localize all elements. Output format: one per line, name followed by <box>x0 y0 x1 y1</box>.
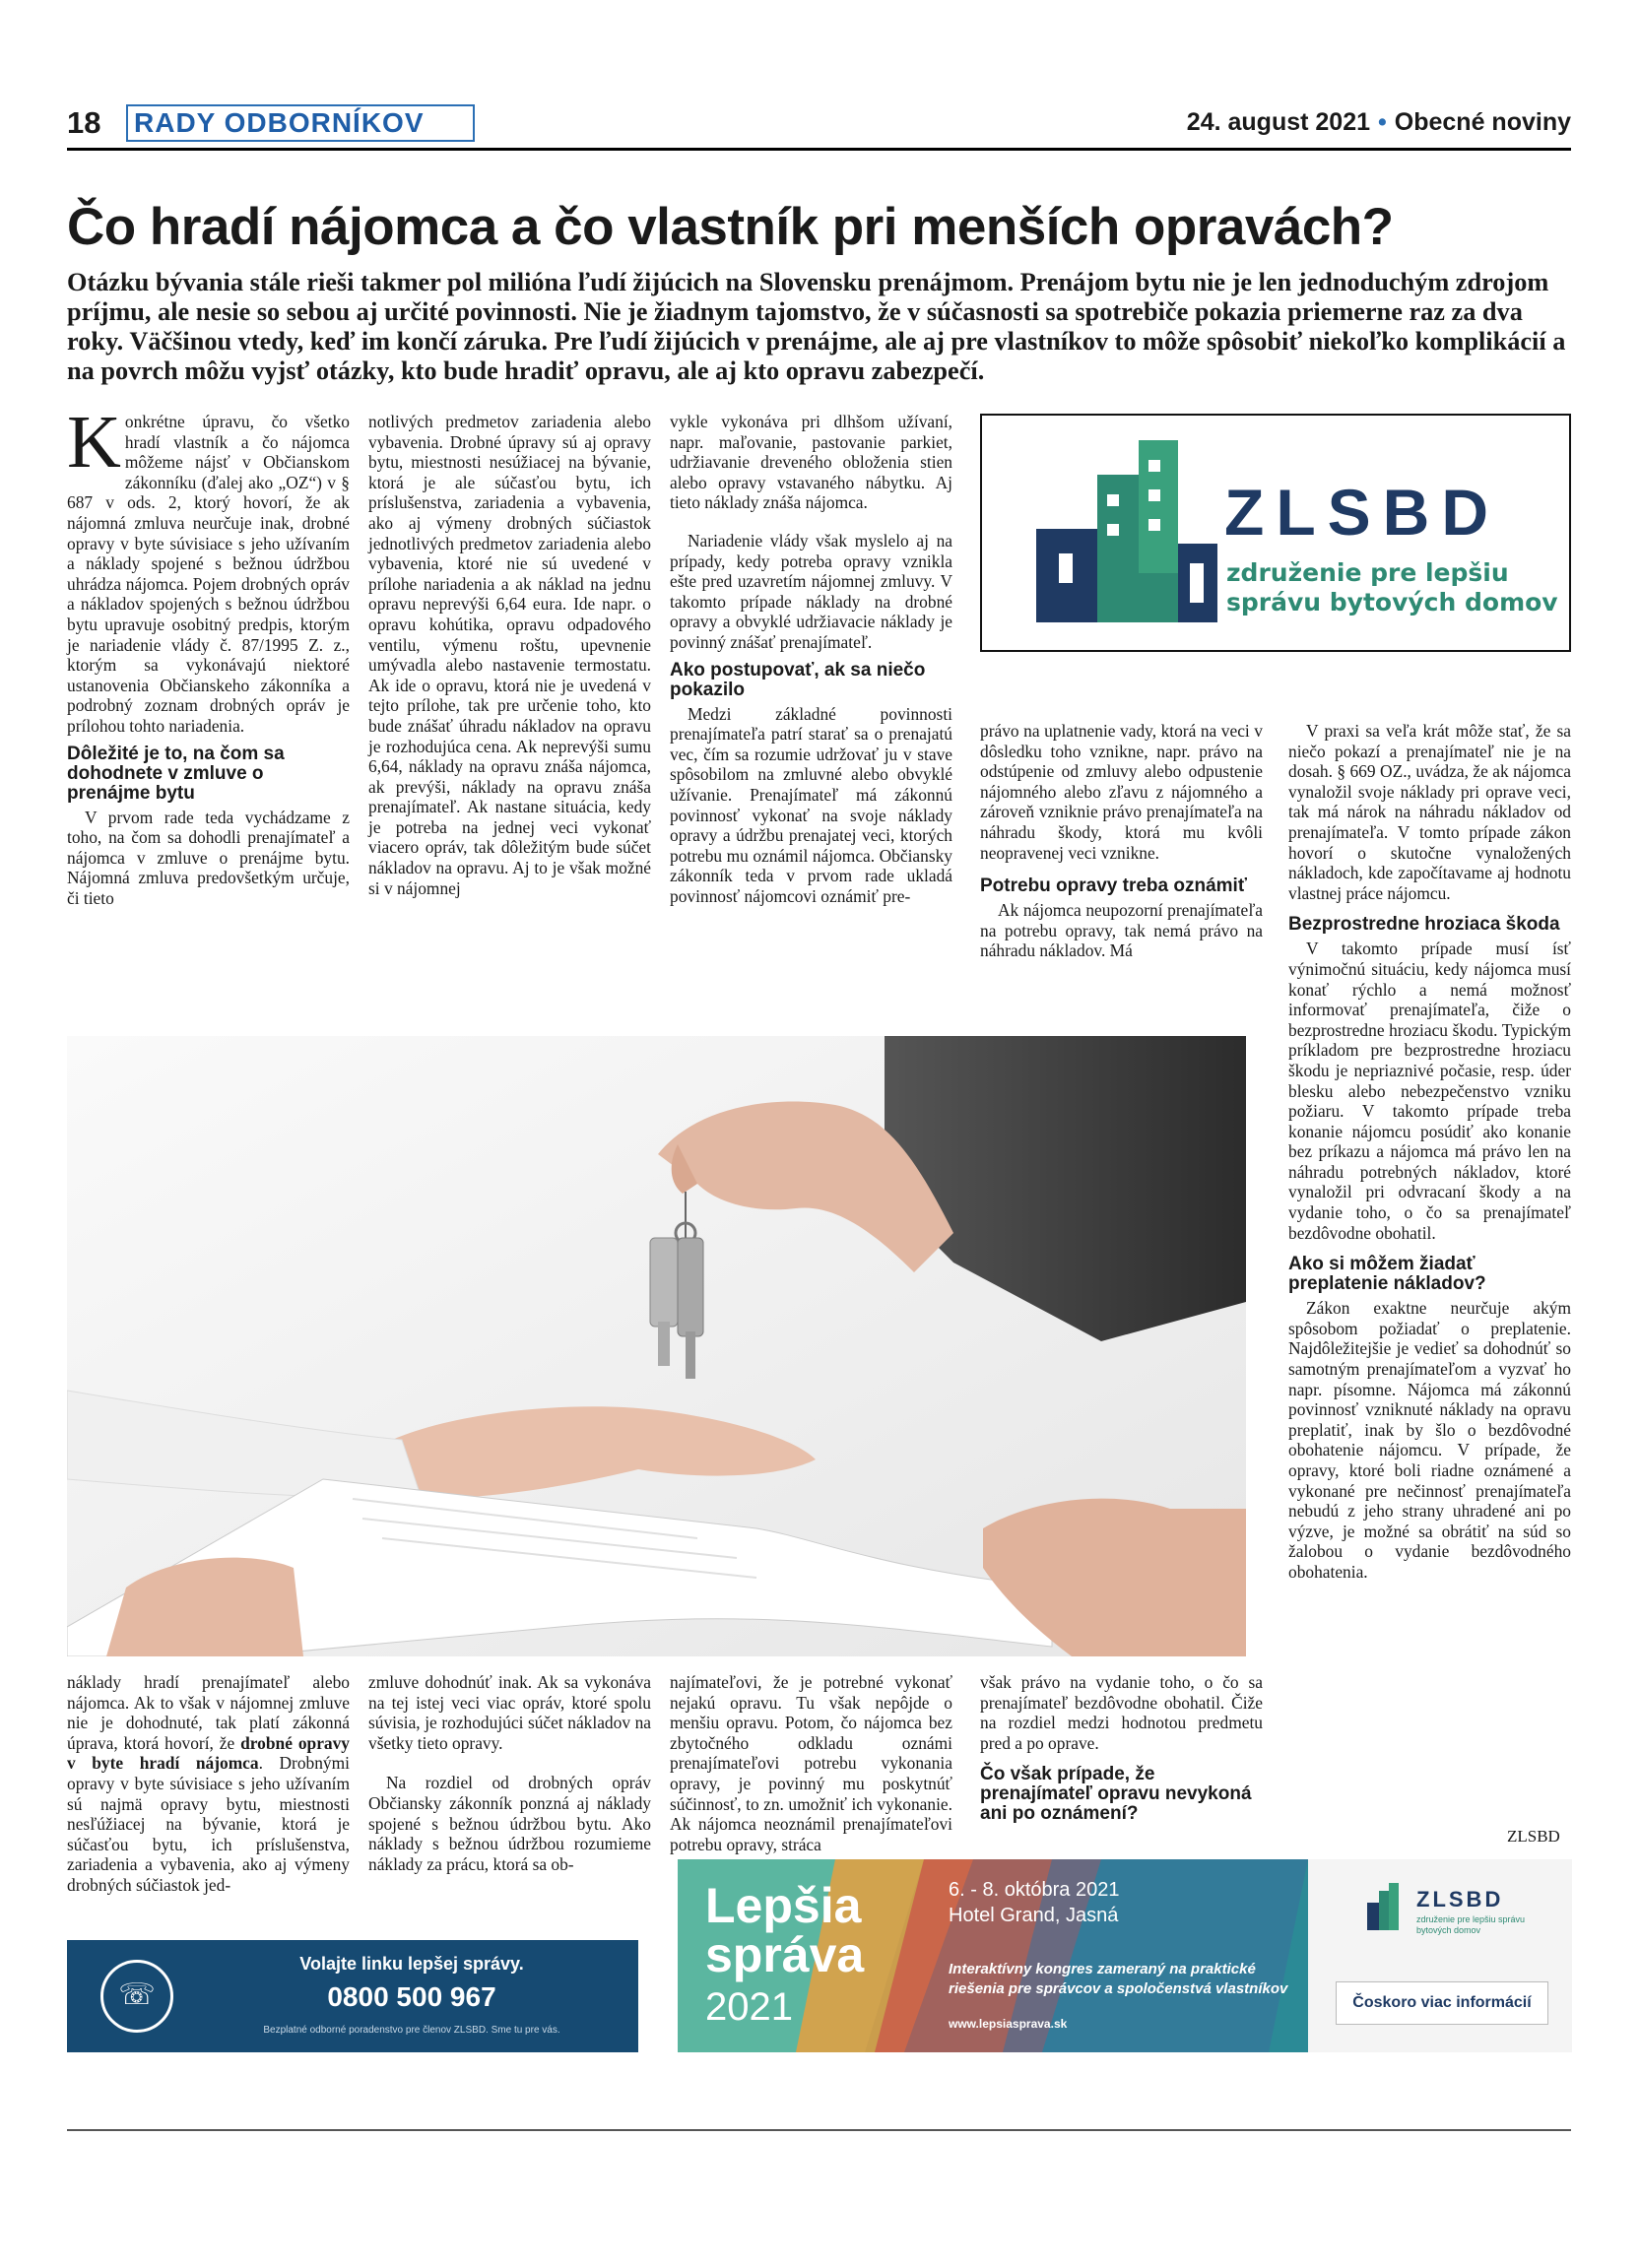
paragraph: vykle vykonáva pri dlhšom užívaní, napr. maľovanie, pastovanie parkiet, udržiavanie dreveného obloženia stien alebo opravy vstavaného nábytku. Aj tieto náklady znáša nájomca. <box>670 412 952 513</box>
lead-paragraph: Otázku bývania stále rieši takmer pol milióna ľudí žijúcich na Slovensku prenájmom. Prenájom bytu nie je len jednoduchým zdrojom príjmu, ale nesie so sebou aj určité povinnosti. Nie je žiadnym tajomstvo, že v súčasnosti sa spotrebiče pokazia priemerne raz za dva roky. Väčšinou vtedy, keď im končí záruka. Pre ľudí žijúcich v prenájme, ale aj pre vlastníkov to môže spôsobiť niekoľko komplikácií a na povrch môžu vyjsť otázky, kto bude hradiť opravu, ale aj kto opravu zabezpečí. <box>67 268 1566 385</box>
phone-line-ad[interactable] <box>67 1940 638 2052</box>
paragraph: V praxi sa veľa krát môže stať, že sa niečo pokazí a prenajímateľ nie je na dosah. § 669 OZ., uvádza, že ak nájomca vynaložil svoje náklady pri oprave veci, tak má nárok na náhradu nákladov od prenajímateľa. V tomto prípade zákon hovorí o skutočne vynaložených nákladoch, kde započítavame aj hodnotu vlastnej práce nájomcu. <box>1288 721 1571 903</box>
paragraph: Medzi základné povinnosti prenajímateľa patrí starať sa o prenajatú vec, čím sa rozumie udržovať ju v stave spôsobilom na zmluvné alebo obvyklé užívanie. Prenajímateľ má zákonnú povinnosť vykonať na svoje náklady opravy a údržbu prenajatej veci, ktorých potrebu mu oznámil nájomca. Občiansky zákonník teda v prvom rade ukladá povinnosť nájomcovi oznámiť pre- <box>670 703 952 906</box>
subheading: Bezprostredne hroziaca škoda <box>1288 914 1560 936</box>
article-column-3 <box>670 412 952 906</box>
footer-rule <box>67 2129 1571 2131</box>
issue-date: 24. august 2021 <box>1186 108 1371 136</box>
ad-phone-note: Bezplatné odborné poradenstvo pre členov ZLSBD. Sme tu pre vás. <box>263 2025 560 2036</box>
paragraph: právo na uplatnenie vady, ktorá na veci v dôsledku toho vznikne, napr. právo na odstúpenie od zmluvy alebo odpustenie nájomného alebo zľavu z nájomného a zároveň vzniknie právo prenajímateľa na náhradu škody, ktorá mu kvôli neopravenej veci vznikne. <box>980 721 1263 863</box>
phone-support-icon: ☏ <box>100 1960 173 2033</box>
article-column-1 <box>67 401 350 908</box>
article-column-b2 <box>368 1672 651 1874</box>
logo-tagline: združenie pre lepšiu správu bytových domov <box>1226 558 1558 616</box>
zlsbd-logo-box <box>980 414 1571 652</box>
publication-name: Obecné noviny <box>1394 108 1571 136</box>
masthead-info <box>1187 108 1571 137</box>
article-column-5 <box>1288 721 1571 1583</box>
subheading: Potrebu opravy treba oznámiť <box>980 875 1247 897</box>
ad-year: 2021 <box>705 1985 793 2029</box>
congress-ad[interactable] <box>678 1859 1572 2052</box>
ad-mini-logo-text: ZLSBD <box>1416 1887 1504 1912</box>
paragraph: zmluve dohodnúť inak. Ak sa vykonáva na tej istej veci viac opráv, ktoré spolu súvisia, je rozhodujúci súčet nákladov na všetky tieto opravy. <box>368 1672 651 1753</box>
page-number: 18 <box>67 105 101 140</box>
article-column-4 <box>980 721 1263 961</box>
article-column-b4 <box>980 1672 1263 1828</box>
article-column-b3 <box>670 1672 952 1854</box>
paragraph: notlivých predmetov zariadenia alebo vybavenia. Drobné úpravy sú aj opravy bytu, miestnosti nesúžiacej na bývanie, ktorá je ale súčasťou bytu, ich príslušenstva, zariadenia a vybavenia, ako aj výmeny drobných súčiastok jednotlivých predmetov zariadenia alebo vybavenia, ktoré nie sú uvedené v prílohe nariadenia a ak náklad na jednu opravu neprevýši 6,64 eura. Ide napr. o opravu kohútika, opravu odpadového ventilu, výmenu roštu, upevnenie umývadla alebo nastavenie termostatu. Ak ide o opravu, ktorá nie je uvedená v tejto prílohe, tak pre určenie toho, kto bude znášať úhradu nákladov na opravu je rozhodujúca cena. Ak neprevýši sumu 6,64, náklady na opravu znáša nájomca, ak prevýši, náklady na opravu znáša prenajímateľ. Ak nastane situácia, kedy je potreba na jednej veci vykonať viacero opráv, tak dôležitým bude súčet nákladov na opravu. Aj to je však možné si v nájomnej <box>368 412 651 898</box>
paragraph: V prvom rade teda vychádzame z toho, na čom sa dohodli prenajímateľ a nájomca v zmluve o prenájme bytu. Nájomná zmluva predovšetkým určuje, či tieto <box>67 807 350 908</box>
paragraph: Nariadenie vlády však myslelo aj na prípady, kedy potreba opravy vznikla ešte pred uzavretím nájomnej zmluvy. V takomto prípade náklady na drobné opravy a obvyklé udržiavacie náklady je povinný znášať prenajímateľ. <box>670 530 952 652</box>
article-column-b1 <box>67 1672 350 1896</box>
paragraph: však právo na vydanie toho, o čo sa prenajímateľ bezdôvodne obohatil. Čiže na rozdiel medzi hodnotou predmetu pred a po oprave. <box>980 1672 1263 1753</box>
subheading: Čo však prípade, že prenajímateľ opravu nevykoná ani po oznámení? <box>980 1764 1252 1825</box>
section-label: RADY ODBORNÍKOV <box>126 104 475 142</box>
paragraph: V takomto prípade musí ísť výnimočnú situáciu, kedy nájomca musí konať rýchlo a nemá možnosť informovať prenajímateľa, čiže o bezprostredne hroziacu škodu. Typickým príkladom pre bezprostredne hroziacu škodu je nepriaznivé počasie, resp. úder blesku alebo nebezpečenstvo vzniku požiaru. V takomto prípade treba konanie nájomcu posúdiť ako konanie bez príkazu a nájomca má právo len na náhradu potrebných nákladov, ktoré vynaložil pri odvracaní škody a na vydanie toho, o čo sa prenajímateľ bezdôvodne obohatil. <box>1288 939 1571 1243</box>
ad-dates: 6. - 8. októbra 2021 <box>949 1879 1120 1901</box>
paragraph: Zákon exaktne neurčuje akým spôsobom požiadať o preplatenie. Najdôležitejšie je vedieť sa dohodnúť so samotným prenajímateľom a vyzvať ho napr. písomne. Nájomca má zákonnú povinnosť vzniknuté náklady na opravu preplatiť, inak by šlo o bezdôvodné obohatenie nájomcu. V prípade, že opravy, ktoré boli riadne oznámené a vykonané pre nečinnosť prenajímateľa nebudú z jeho strany uhradené ani po výzve, je možné sa obrátiť na súd so žalobou o vydanie bezdôvodného obohatenia. <box>1288 1298 1571 1582</box>
more-info-button[interactable]: Čoskoro viac informácií <box>1336 1981 1548 2025</box>
separator-dot: • <box>1378 108 1387 136</box>
subheading: Ako postupovať, ak sa niečo pokazilo <box>670 659 926 700</box>
emphasis: drobné opravy v byte hradí nájomca <box>67 1732 350 1774</box>
paragraph: najímateľovi, že je potrebné vykonať nejakú opravu. Tu však nepôjde o menšiu opravu. Potom, čo nájomca bez zbytočného odkladu oznámi prenajímateľovi potrebu vykonania opravy, je povinný mu poskytnúť súčinnosť, to zn. umožniť ich vykonanie. Ak nájomca neoznámil prenajímateľovi potrebu opravy, stráca <box>670 1672 952 1854</box>
drop-cap: K <box>67 401 121 484</box>
subheading: Ako si môžem žiadať preplatenie nákladov? <box>1288 1254 1486 1295</box>
subheading: Dôležité je to, na čom sa dohodnete v zmluve o prenájme bytu <box>67 743 285 804</box>
ad-phone-headline: Volajte linku lepšej správy. <box>299 1954 524 1974</box>
mini-building-logo-icon <box>1367 1883 1407 1930</box>
header-rule <box>67 148 1571 151</box>
paragraph: Na rozdiel od drobných opráv Občiansky zákonník ponzná aj náklady spojené s bežnou údržbou bytu. Ako náklady s bežnou údržbou rozumieme náklady za prácu, ktorá sa ob- <box>368 1773 651 1874</box>
logo-wordmark: ZLSBD <box>1224 476 1500 549</box>
paragraph: Ak nájomca neupozorní prenajímateľa na potrebu opravy, tak nemá právo na náhradu nákladov. Má <box>980 900 1263 961</box>
headline: Čo hradí nájomca a čo vlastník pri menších opravách? <box>67 198 1394 256</box>
ad-url[interactable]: www.lepsiasprava.sk <box>949 2017 1068 2031</box>
ad-title: Lepšia správa <box>705 1878 865 1982</box>
key-handover-photo <box>67 1036 1246 1656</box>
paragraph: náklady hradí prenajímateľ alebo nájomca. Ak to však v nájomnej zmluve nie je dohodnuté, tak platí zákonná úprava, ktorá hovorí, že drobné opravy v byte hradí nájomca. Drobnými opravy v byte súvisiace s jeho užívaním sú najmä opravy bytu, miestnosti nesľúžiacej na bývanie, ktorá je súčasťou bytu, ich príslušenstva, zariadenia a vybavenia, ako aj výmeny drobných súčiastok jed- <box>67 1672 350 1895</box>
paragraph: Konkrétne úpravu, čo všetko hradí vlastník a čo nájomca môžeme nájsť v Občianskom zákonníku (ďalej ako „OZ“) v § 687 v ods. 2, ktorý hovorí, že ak nájomná zmluva neurčuje inak, drobné opravy v byte súvisiace s jeho užívaním a náklady spojené s bežnou údržbou uhrádza nájomca. Pojem drobných opráv a nákladov spojených s bežnou údržbou bytu upravuje osobitný predpis, ktorým je nariadenie vlády č. 87/1995 Z. z., ktorým sa vykonávajú niektoré ustanovenia Občianskeho zákonníka a podrobný zoznam drobných opráv je prílohou tohto nariadenia. <box>67 401 350 736</box>
ad-phone-number: 0800 500 967 <box>327 1981 496 2012</box>
article-column-2 <box>368 412 651 898</box>
ad-description: Interaktívny kongres zameraný na praktické riešenia pre správcov a spoločenstvá vlastníkov <box>949 1961 1288 1997</box>
handshake-keys-illustration <box>67 1036 1246 1656</box>
author-signature: ZLSBD <box>1507 1827 1560 1846</box>
ad-venue: Hotel Grand, Jasná <box>949 1905 1119 1926</box>
ad-mini-logo-tagline: združenie pre lepšiu správu bytových domov <box>1416 1914 1526 1935</box>
